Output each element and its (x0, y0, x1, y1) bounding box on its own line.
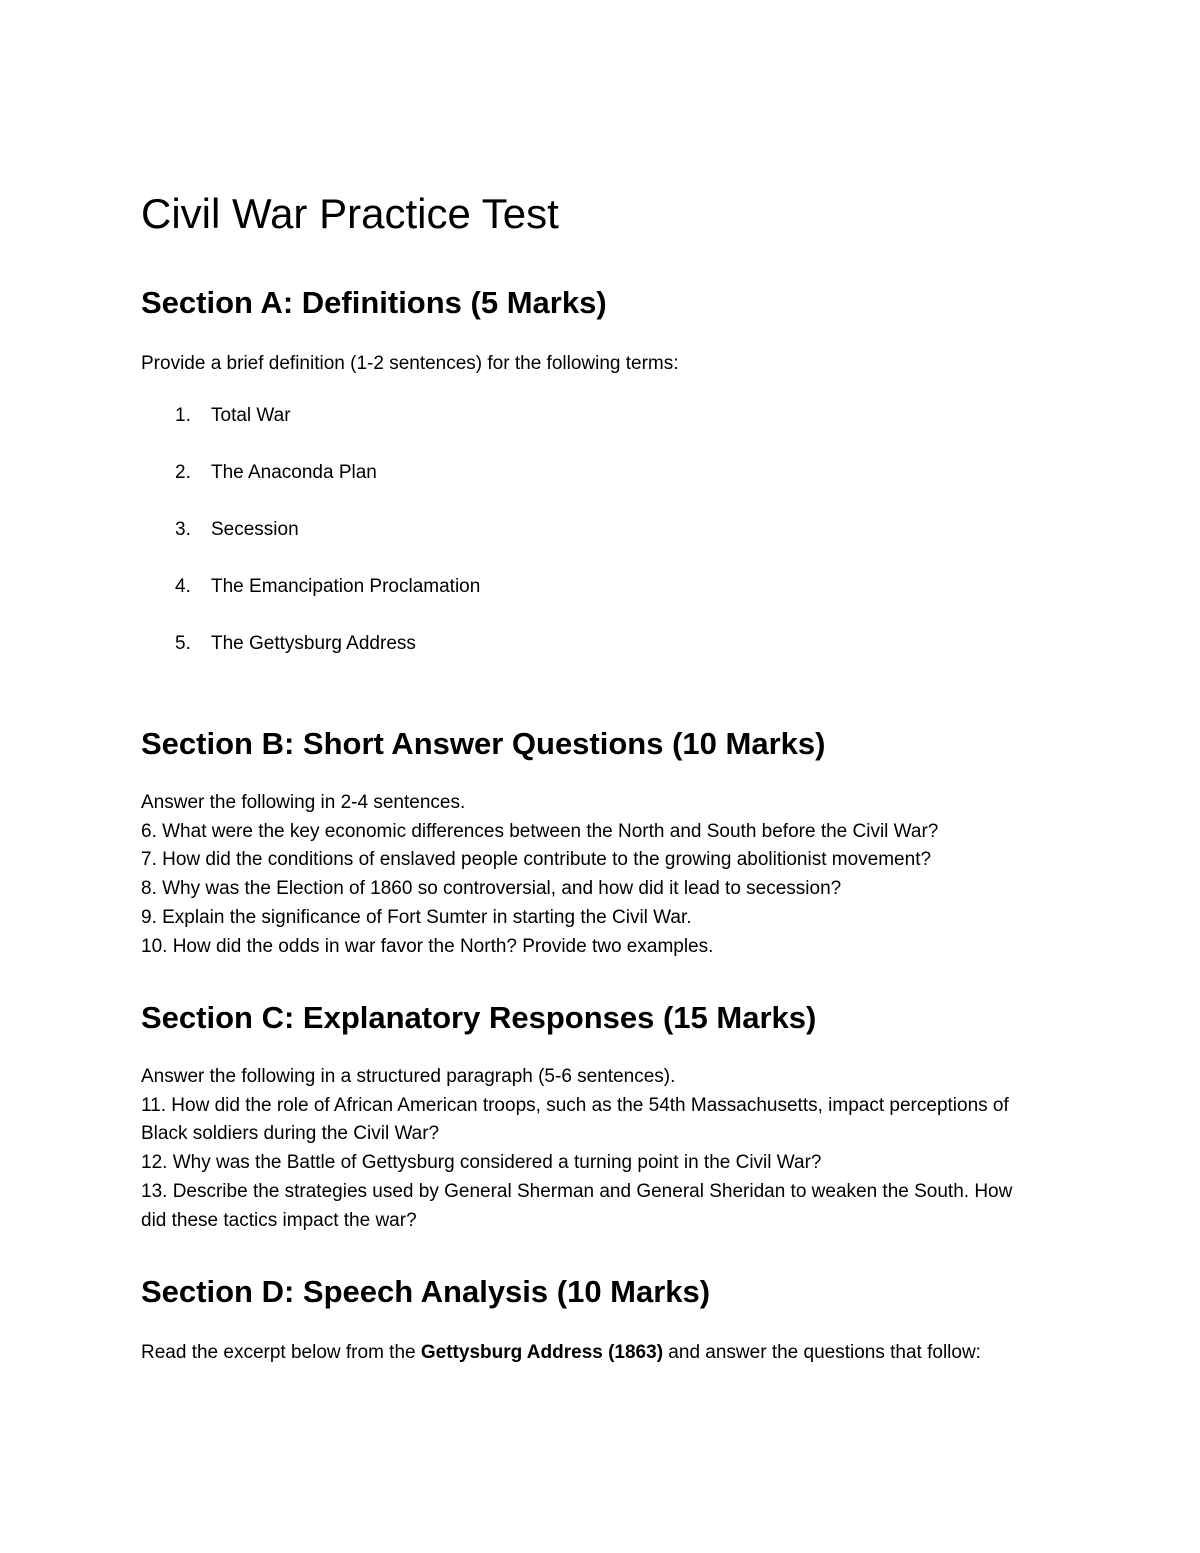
question-13: 13. Describe the strategies used by General Sherman and General Sheridan to weaken the South. How did these tactics impact the war? (141, 1180, 1013, 1231)
section-a-instruction: Provide a brief definition (1-2 sentences) for the following terms: (141, 353, 679, 374)
list-item-number: 1. (175, 405, 191, 426)
section-b-heading: Section B: Short Answer Questions (10 Marks) (141, 726, 826, 761)
section-d-heading: Section D: Speech Analysis (10 Marks) (141, 1274, 711, 1309)
question-12: 12. Why was the Battle of Gettysburg considered a turning point in the Civil War? (141, 1152, 822, 1174)
question-11: 11. How did the role of African American troops, such as the 54th Massachusetts, impact perceptions of Black soldiers during the Civil War? (141, 1094, 1009, 1145)
section-c-instruction: Answer the following in a structured paragraph (5-6 sentences). (141, 1066, 676, 1087)
page-title: Civil War Practice Test (141, 190, 559, 237)
question-7: 7. How did the conditions of enslaved people contribute to the growing abolitionist movement? (141, 849, 932, 871)
question-9: 9. Explain the significance of Fort Sumter in starting the Civil War. (141, 906, 692, 928)
question-10: 10. How did the odds in war favor the North? Provide two examples. (141, 935, 714, 957)
section-a-heading: Section A: Definitions (5 Marks) (141, 285, 607, 320)
list-item-number: 4. (175, 576, 191, 597)
list-item-number: 2. (175, 462, 191, 483)
list-item-text: The Gettysburg Address (211, 633, 416, 654)
section-b-instruction: Answer the following in 2-4 sentences. (141, 792, 466, 813)
section-d-instruction-text: Read the excerpt below from the (141, 1342, 421, 1363)
list-item-text: The Emancipation Proclamation (211, 576, 481, 597)
list-item-number: 5. (175, 633, 191, 654)
section-c-questions (141, 1063, 1061, 1235)
list-item-number: 3. (175, 519, 191, 540)
section-d-instruction-text: and answer the questions that follow: (663, 1342, 981, 1363)
section-b-questions (141, 789, 1061, 961)
question-6: 6. What were the key economic differences between the North and South before the Civil War? (141, 820, 939, 842)
list-item-text: Total War (211, 405, 291, 426)
question-8: 8. Why was the Election of 1860 so controversial, and how did it lead to secession? (141, 878, 842, 900)
list-item-text: The Anaconda Plan (211, 462, 377, 483)
section-d-instruction-bold: Gettysburg Address (1863) (420, 1342, 664, 1363)
section-c-heading: Section C: Explanatory Responses (15 Marks) (141, 1000, 817, 1035)
section-d-instruction (141, 1339, 1046, 1368)
list-item-text: Secession (211, 519, 299, 540)
